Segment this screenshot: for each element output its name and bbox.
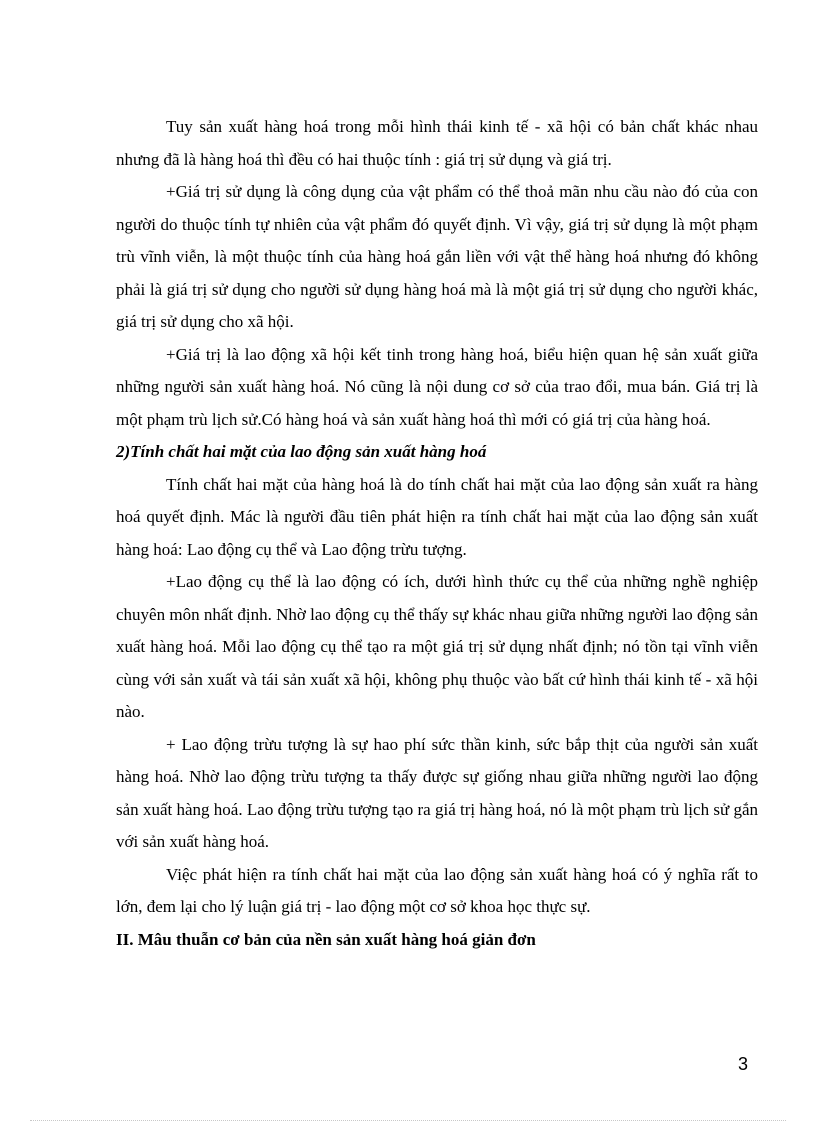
page-number: 3 <box>738 1054 749 1074</box>
paragraph-value: +Giá trị là lao động xã hội kết tinh trong hàng hoá, biểu hiện quan hệ sản xuất giữa những người sản xuất hàng hoá. Nó cũng là nội dung cơ sở của trao đổi, mua bán. Giá trị là một phạm trù lịch sử.Có hàng hoá và sản xuất hàng hoá thì mới có giá trị của hàng hoá. <box>116 344 758 429</box>
paragraph-significance: Việc phát hiện ra tính chất hai mặt của lao động sản xuất hàng hoá có ý nghĩa rất to lớn, đem lại cho lý luận giá trị - lao động một cơ sở khoa học thực sự. <box>116 864 758 916</box>
paragraph-concrete-labor: +Lao động cụ thể là lao động có ích, dưới hình thức cụ thể của những nghề nghiệp chuyên môn nhất định. Nhờ lao động cụ thể thấy sự khác nhau giữa những người lao động sản xuất hàng hoá. Mỗi lao động cụ thể tạo ra một giá trị sử dụng nhất định; nó tồn tại vĩnh viễn cùng với sản xuất và tái sản xuất xã hội, không phụ thuộc vào bất cứ hình thái kinh tế - xã hội nào. <box>116 572 758 721</box>
section-heading-basic-contradiction: II. Mâu thuẫn cơ bản của nền sản xuất hàng hoá giản đơn <box>116 929 536 949</box>
paragraph-two-attributes: Tuy sản xuất hàng hoá trong mỗi hình thái kinh tế - xã hội có bản chất khác nhau nhưng đã là hàng hoá thì đều có hai thuộc tính : giá trị sử dụng và giá trị. <box>116 117 758 169</box>
paragraph-dual-character-intro: Tính chất hai mặt của hàng hoá là do tính chất hai mặt của lao động sản xuất ra hàng hoá quyết định. Mác là người đầu tiên phát hiện ra tính chất hai mặt của lao động sản xuất hàng hoá: Lao động cụ thể và Lao động trừu tượng. <box>116 474 758 559</box>
subheading-dual-character-of-labor: 2)Tính chất hai mặt của lao động sản xuất hàng hoá <box>116 442 487 461</box>
page-bottom-divider <box>30 1120 786 1121</box>
paragraph-use-value: +Giá trị sử dụng là công dụng của vật phẩm có thể thoả mãn nhu cầu nào đó của con người do thuộc tính tự nhiên của vật phẩm đó quyết định. Vì vậy, giá trị sử dụng là một phạm trù vĩnh viễn, là một thuộc tính của hàng hoá gắn liền với vật thể hàng hoá nhưng đó không phải là giá trị sử dụng cho người sử dụng hàng hoá mà là một giá trị sử dụng cho người khác, giá trị sử dụng cho xã hội. <box>116 182 758 331</box>
page-body <box>116 111 758 956</box>
paragraph-abstract-labor: + Lao động trừu tượng là sự hao phí sức thần kinh, sức bắp thịt của người sản xuất hàng hoá. Nhờ lao động trừu tượng ta thấy được sự giống nhau giữa những người lao động sản xuất hàng hoá. Lao động trừu tượng tạo ra giá trị hàng hoá, nó là một phạm trù lịch sử gắn với sản xuất hàng hoá. <box>116 734 758 851</box>
